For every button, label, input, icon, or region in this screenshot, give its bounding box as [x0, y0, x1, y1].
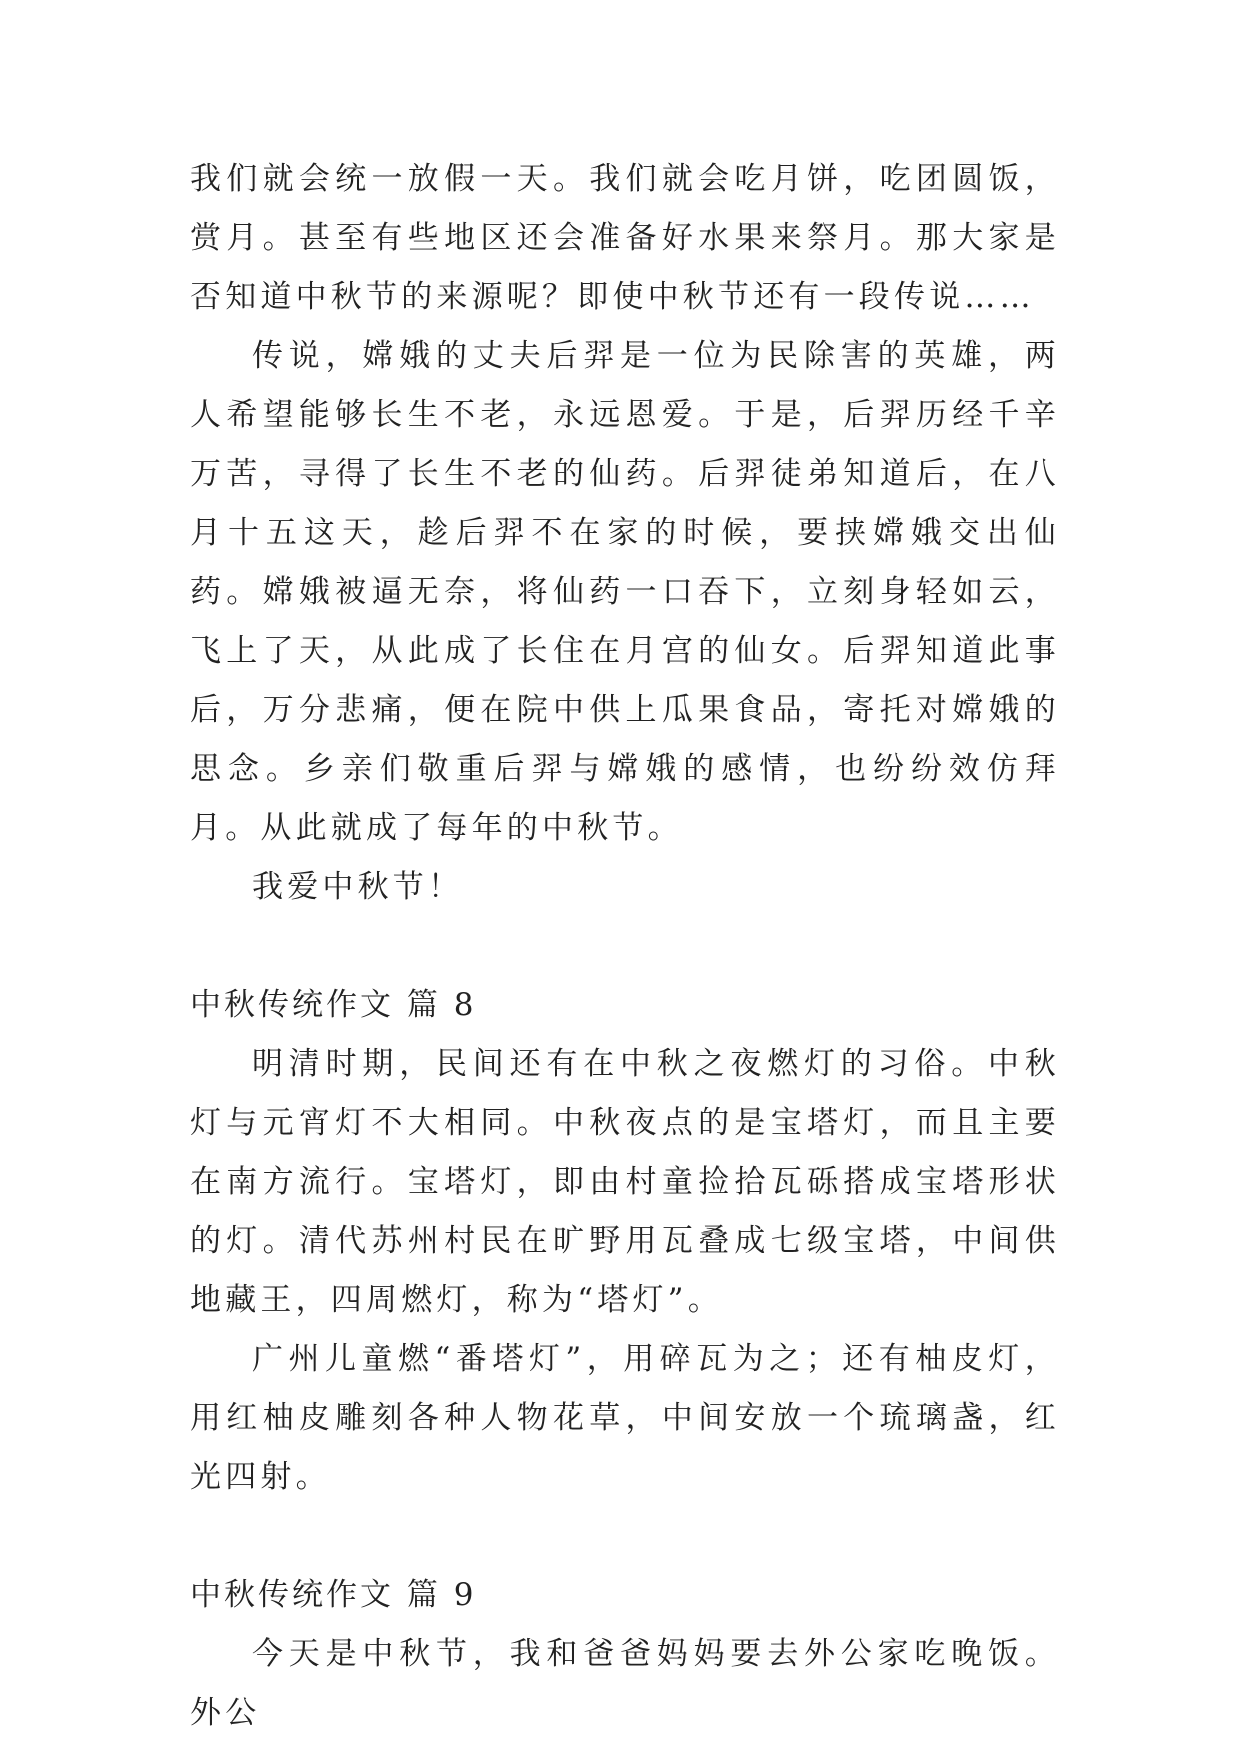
section-9-paragraph-1: 今天是中秋节，我和爸爸妈妈要去外公家吃晚饭。外公	[190, 1636, 1060, 1731]
section-8-paragraph-2: 广州儿童燃“番塔灯”，用碎瓦为之；还有柚皮灯，用红柚皮雕刻各种人物花草，中间安放一个琉璃盏，红光四射。	[190, 1341, 1060, 1495]
section-heading-8: 中秋传统作文 篇 8	[190, 987, 477, 1023]
paragraph-legend: 传说，嫦娥的丈夫后羿是一位为民除害的英雄，两人希望能够长生不老，永远恩爱。于是，后羿历经千辛万苦，寻得了长生不老的仙药。后羿徒弟知道后，在八月十五这天，趁后羿不在家的时候，要挟嫦娥交出仙药。嫦娥被逼无奈，将仙药一口吞下，立刻身轻如云，飞上了天，从此成了长住在月宫的仙女。后羿知道此事后，万分悲痛，便在院中供上瓜果食品，寄托对嫦娥的思念。乡亲们敬重后羿与嫦娥的感情，也纷纷效仿拜月。从此就成了每年的中秋节。	[190, 338, 1060, 846]
section-heading-9: 中秋传统作文 篇 9	[190, 1577, 477, 1613]
section-spacer	[190, 917, 1060, 976]
paragraph-intro-continuation: 我们就会统一放假一天。我们就会吃月饼，吃团圆饭，赏月。甚至有些地区还会准备好水果来祭月。那大家是否知道中秋节的来源呢？即使中秋节还有一段传说……	[190, 161, 1060, 315]
paragraph-closing: 我爱中秋节！	[252, 869, 464, 905]
document-body	[190, 150, 1060, 1743]
section-8-paragraph-1: 明清时期，民间还有在中秋之夜燃灯的习俗。中秋灯与元宵灯不大相同。中秋夜点的是宝塔灯，而且主要在南方流行。宝塔灯，即由村童捡拾瓦砾搭成宝塔形状的灯。清代苏州村民在旷野用瓦叠成七级宝塔，中间供地藏王，四周燃灯，称为“塔灯”。	[190, 1046, 1060, 1318]
section-spacer	[190, 1507, 1060, 1566]
